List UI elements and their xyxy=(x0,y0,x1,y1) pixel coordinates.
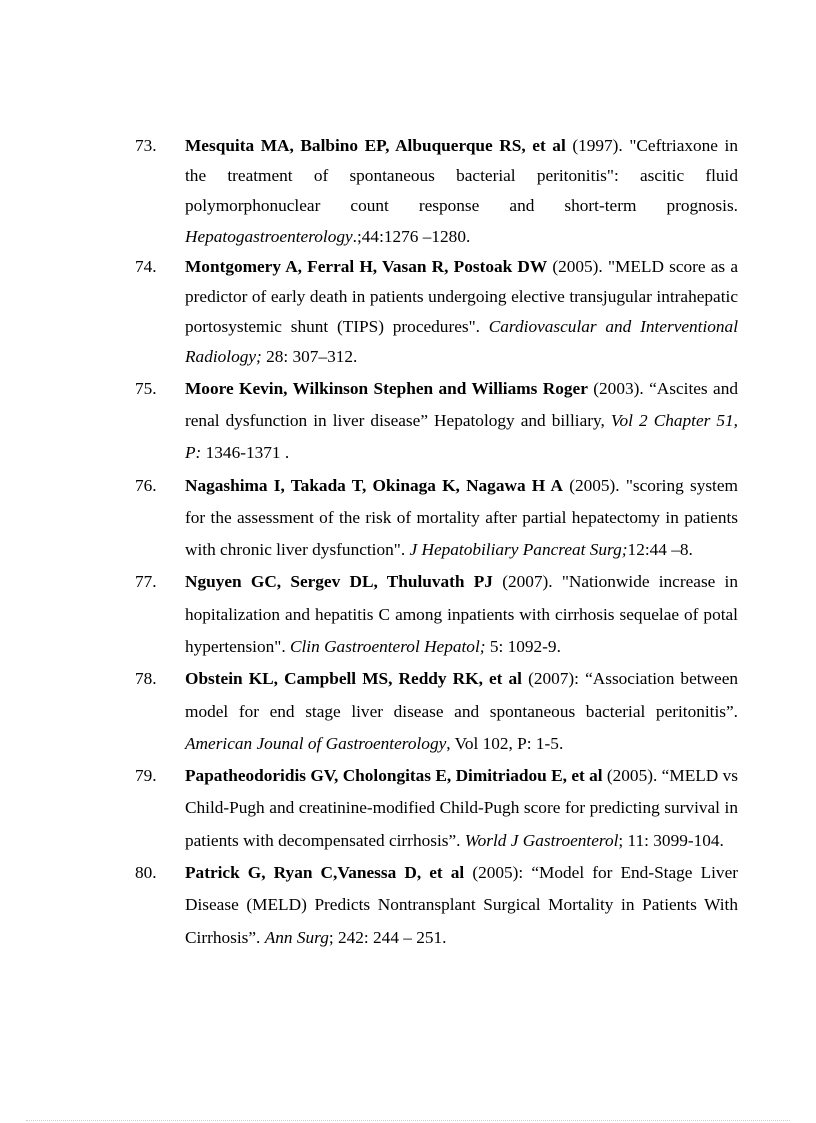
reference-item-78 xyxy=(135,663,738,760)
reference-authors: Nguyen GC, Sergev DL, Thuluvath PJ xyxy=(185,572,493,592)
reference-journal: American Jounal of Gastroenterology xyxy=(185,733,447,753)
reference-title: "Ceftriaxone in the treatment of spontaneous bacterial peritonitis": ascitic fluid polymorphonuclear count response and short-term prognosis. xyxy=(185,136,738,216)
reference-details: 12:44 –8. xyxy=(627,540,693,560)
reference-number: 74. xyxy=(135,256,157,276)
reference-item-80 xyxy=(135,857,738,954)
reference-authors: Nagashima I, Takada T, Okinaga K, Nagawa H A xyxy=(185,475,563,495)
reference-journal: Cardiovascular and Interventional Radiology; xyxy=(185,317,738,367)
reference-number: 75. xyxy=(135,378,157,398)
reference-authors: Patrick G, Ryan C,Vanessa D, et al xyxy=(185,863,465,883)
reference-year: (1997). xyxy=(572,136,623,155)
reference-item-73 xyxy=(135,131,738,252)
page-bottom-divider xyxy=(26,1120,790,1121)
reference-title: “MELD vs Child-Pugh and creatinine-modified Child-Pugh score for predicting survival in patients with decompensated cirrhosis”. xyxy=(185,766,738,850)
reference-details: .;44:1276 –1280. xyxy=(352,226,471,246)
reference-details: 28: 307–312. xyxy=(266,347,358,367)
reference-year: (2005). xyxy=(552,256,603,276)
reference-details: ; 11: 3099-104. xyxy=(618,830,724,850)
reference-journal: World J Gastroenterol xyxy=(464,830,619,850)
reference-number: 78. xyxy=(135,669,157,689)
reference-authors: Obstein KL, Campbell MS, Reddy RK, et al xyxy=(185,669,522,689)
reference-list xyxy=(135,131,738,954)
reference-item-74 xyxy=(135,252,738,373)
reference-number: 80. xyxy=(135,863,157,883)
reference-year: (2003). xyxy=(593,378,644,398)
reference-journal: Vol 2 Chapter 51, P: xyxy=(185,410,738,463)
reference-number: 77. xyxy=(135,572,157,592)
reference-year: (2005): xyxy=(472,863,524,883)
reference-journal: Ann Surg xyxy=(264,927,329,947)
reference-number: 79. xyxy=(135,766,157,786)
reference-number: 76. xyxy=(135,475,157,495)
reference-title: "MELD score as a predictor of early death in patients undergoing elective transjugular intrahepatic portosystemic shunt (TIPS) procedures". xyxy=(185,256,739,337)
reference-details: , Vol 102, P: 1-5. xyxy=(446,733,564,753)
reference-title: "Nationwide increase in hopitalization and hepatitis C among inpatients with cirrhosis sequelae of potal hypertension". xyxy=(185,572,739,656)
reference-item-76 xyxy=(135,470,738,567)
reference-details: ; 242: 244 – 251. xyxy=(328,927,447,947)
reference-year: (2005). xyxy=(569,475,620,495)
reference-year: (2007). xyxy=(502,572,553,592)
reference-item-79 xyxy=(135,760,738,857)
reference-journal: Hepatogastroenterology xyxy=(185,226,353,246)
reference-number: 73. xyxy=(135,136,157,155)
reference-item-75 xyxy=(135,373,738,470)
reference-title: “Association between model for end stage liver disease and spontaneous bacterial peritonitis”. xyxy=(185,669,738,721)
reference-title: “Ascites and renal dysfunction in liver disease” Hepatology and billiary, xyxy=(185,378,738,430)
reference-authors: Papatheodoridis GV, Cholongitas E, Dimitriadou E, et al xyxy=(185,766,603,786)
reference-journal: J Hepatobiliary Pancreat Surg; xyxy=(409,540,628,560)
reference-details: 1346-1371 . xyxy=(205,443,290,463)
reference-authors: Mesquita MA, Balbino EP, Albuquerque RS, et al xyxy=(185,136,566,155)
reference-title: “Model for End-Stage Liver Disease (MELD) Predicts Nontransplant Surgical Mortality in Patients With Cirrhosis”. xyxy=(185,863,738,947)
reference-year: (2007): xyxy=(528,669,579,689)
reference-authors: Montgomery A, Ferral H, Vasan R, Postoak DW xyxy=(185,256,548,276)
reference-details: 5: 1092-9. xyxy=(489,637,561,656)
reference-title: "scoring system for the assessment of the risk of mortality after partial hepatectomy in patients with chronic liver dysfunction". xyxy=(185,475,738,560)
reference-journal: Clin Gastroenterol Hepatol; xyxy=(289,637,486,656)
reference-authors: Moore Kevin, Wilkinson Stephen and Williams Roger xyxy=(185,378,588,398)
reference-item-77 xyxy=(135,566,738,663)
reference-year: (2005). xyxy=(606,766,658,786)
